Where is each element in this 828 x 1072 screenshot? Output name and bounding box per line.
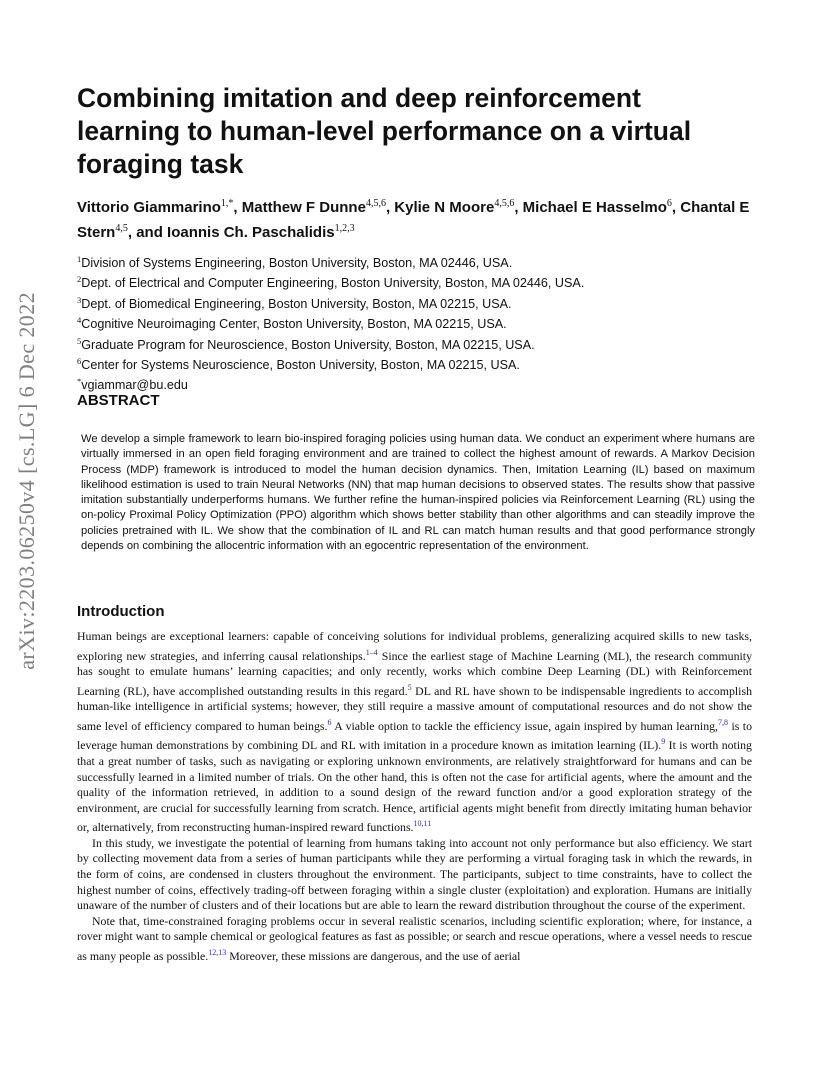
author-affiliation-marker: 4,5 <box>115 223 128 234</box>
author-affiliation-marker: 1,* <box>220 198 234 209</box>
abstract-heading: ABSTRACT <box>77 392 160 409</box>
arxiv-side-stamp: arXiv:2203.06250v4 [cs.LG] 6 Dec 2022 <box>14 292 39 670</box>
author-name: Chantal E Stern <box>77 199 750 241</box>
affiliation-marker: 5 <box>77 335 82 346</box>
affiliation-marker: 4 <box>77 315 82 326</box>
citation-link[interactable]: 5 <box>407 682 412 692</box>
affiliation-marker: 3 <box>77 294 82 305</box>
affiliation-line <box>77 333 777 353</box>
affiliation-line <box>77 373 777 393</box>
citation-link[interactable]: 12,13 <box>208 947 227 957</box>
citation-link[interactable]: 1–4 <box>365 647 378 657</box>
paragraph-text: DL and RL have shown to be indispensable ingredients to accomplish human-like intelligence in artificial systems; however, they still require a massive amount of computational resources and do not show the same level of efficiency compared to human beings. <box>77 683 752 733</box>
paragraph-text: Since the earliest stage of Machine Learning (ML), the research community has sought to emulate humans’ learning capacities; and only recently, works which combine Deep Learning (DL) with Reinforcement Learning (RL), have accomplished outstanding results in this regard. <box>77 648 752 698</box>
citation-link[interactable]: 6 <box>327 717 332 727</box>
paragraph-text: Human beings are exceptional learners: capable of conceiving solutions for individual problems, generalizing acquired skills to new tasks, exploring new strategies, and inferring causal relationships. <box>77 629 752 663</box>
body-paragraph <box>77 914 752 965</box>
abstract-text: We develop a simple framework to learn bio-inspired foraging policies using human data. We conduct an experiment where humans are virtually immersed in an open field foraging environment and are trained to collect the highest amount of rewards. A Markov Decision Process (MDP) framework is introduced to model the human decision dynamics. Then, Imitation Learning (IL) based on maximum likelihood estimation is used to train Neural Networks (NN) that map human decisions to observed states. The results show that passive imitation substantially underperforms humans. We further refine the human-inspired policies via Reinforcement Learning (RL) using the on-policy Proximal Policy Optimization (PPO) algorithm which shows better stability than other algorithms and can steadily improve the policies pretrained with IL. We show that the combination of IL and RL can match human results and that good performance strongly depends on combining the allocentric information with an egocentric representation of the environment. <box>81 433 755 553</box>
author-affiliation-marker: 4,5,6 <box>365 198 386 209</box>
affiliation-marker: * <box>77 376 82 387</box>
body-paragraph <box>77 836 752 914</box>
affiliation-text: vgiammar@bu.edu <box>81 378 188 393</box>
author-name: Vittorio Giammarino <box>77 199 221 216</box>
affiliation-line <box>77 353 777 373</box>
author-affiliation-marker: 6 <box>666 198 672 209</box>
affiliation-line <box>77 292 777 312</box>
affiliation-text: Dept. of Biomedical Engineering, Boston University, Boston, MA 02215, USA. <box>81 296 512 311</box>
paragraph-text: In this study, we investigate the potential of learning from humans taking into account not only performance but also efficiency. We start by collecting movement data from a series of human participants while they are performing a virtual foraging task in which the rewards, in the form of coins, are condensed in clusters throughout the environment. The participants, subject to time constraints, have to collect the highest number of coins, effectively trading-off between foraging within a single cluster (exploitation) and exploration. Humans are initially unaware of the number of clusters and of their locations but are able to learn the reward distribution throughout the course of the experiment. <box>77 835 752 913</box>
introduction-body <box>77 629 752 965</box>
author-list: Vittorio Giammarino$^{1,*}$, Matthew F Dunne$^{4,5,6}$, Kylie N Moore$^{4,5,6}$, Michael E Hasselmo$^6$, Chantal E Stern$^{4,5}$, and Ioannis Ch. Paschalidis$^{1,2,3}$ <box>77 198 750 241</box>
affiliation-marker: 6 <box>77 355 82 366</box>
author-name: Ioannis Ch. Paschalidis <box>167 224 335 241</box>
author-affiliation-marker: 4,5,6 <box>494 198 515 209</box>
affiliation-line <box>77 312 777 332</box>
affiliation-text: Center for Systems Neuroscience, Boston University, Boston, MA 02215, USA. <box>81 358 520 373</box>
author-affiliation-marker: 1,2,3 <box>334 223 355 234</box>
paper-title: Combining imitation and deep reinforcement learning to human-level performance on a virtual foraging task <box>77 83 692 179</box>
affiliation-text: Cognitive Neuroimaging Center, Boston University, Boston, MA 02215, USA. <box>81 317 507 332</box>
author-name: Michael E Hasselmo <box>522 199 667 216</box>
affiliation-line <box>77 251 777 271</box>
affiliation-text: Graduate Program for Neuroscience, Boston University, Boston, MA 02215, USA. <box>81 337 535 352</box>
author-name: Matthew F Dunne <box>241 199 366 216</box>
affiliation-text: Division of Systems Engineering, Boston University, Boston, MA 02446, USA. <box>81 256 513 271</box>
paragraph-text: Moreover, these missions are dangerous, and the use of aerial <box>226 948 521 963</box>
citation-link[interactable]: 10,11 <box>413 819 432 829</box>
paragraph-text: Note that, time-constrained foraging problems occur in several realistic scenarios, including scientific exploration; where, for instance, a rover might want to sample chemical or geological features as fast as possible; or search and rescue operations, where a vessel needs to rescue as many people as possible. <box>77 913 752 963</box>
affiliation-list <box>77 251 777 394</box>
affiliation-marker: 2 <box>77 274 82 285</box>
affiliation-text: Dept. of Electrical and Computer Engineering, Boston University, Boston, MA 02446, USA. <box>81 276 585 291</box>
paragraph-text: It is worth noting that a great number of tasks, such as navigating or exploring unknown environments, are relatively straightforward for humans and can be successfully learned in a limited number of trials. On the other hand, this is often not the case for artificial agents, where the amount and the quality of the information retrieved, in addition to a sound design of the reward function and/or a good exploration strategy of the environment, are crucial for successfully learning from scratch. Hence, artificial agents might benefit from directly imitating human behavior or, alternatively, from reconstructing human-inspired reward functions. <box>77 738 752 835</box>
paragraph-text: A viable option to tackle the efficiency issue, again inspired by human learning, <box>331 718 718 733</box>
introduction-heading: Introduction <box>77 603 165 620</box>
citation-link[interactable]: 7,8 <box>718 717 728 727</box>
citation-link[interactable]: 9 <box>661 737 666 747</box>
body-paragraph <box>77 629 752 836</box>
author-name: Kylie N Moore <box>394 199 495 216</box>
affiliation-marker: 1 <box>77 254 82 264</box>
paragraph-text: is to leverage human demonstrations by combining DL and RL with imitation in a procedure known as imitation learning (IL). <box>77 718 752 753</box>
affiliation-line <box>77 271 777 291</box>
